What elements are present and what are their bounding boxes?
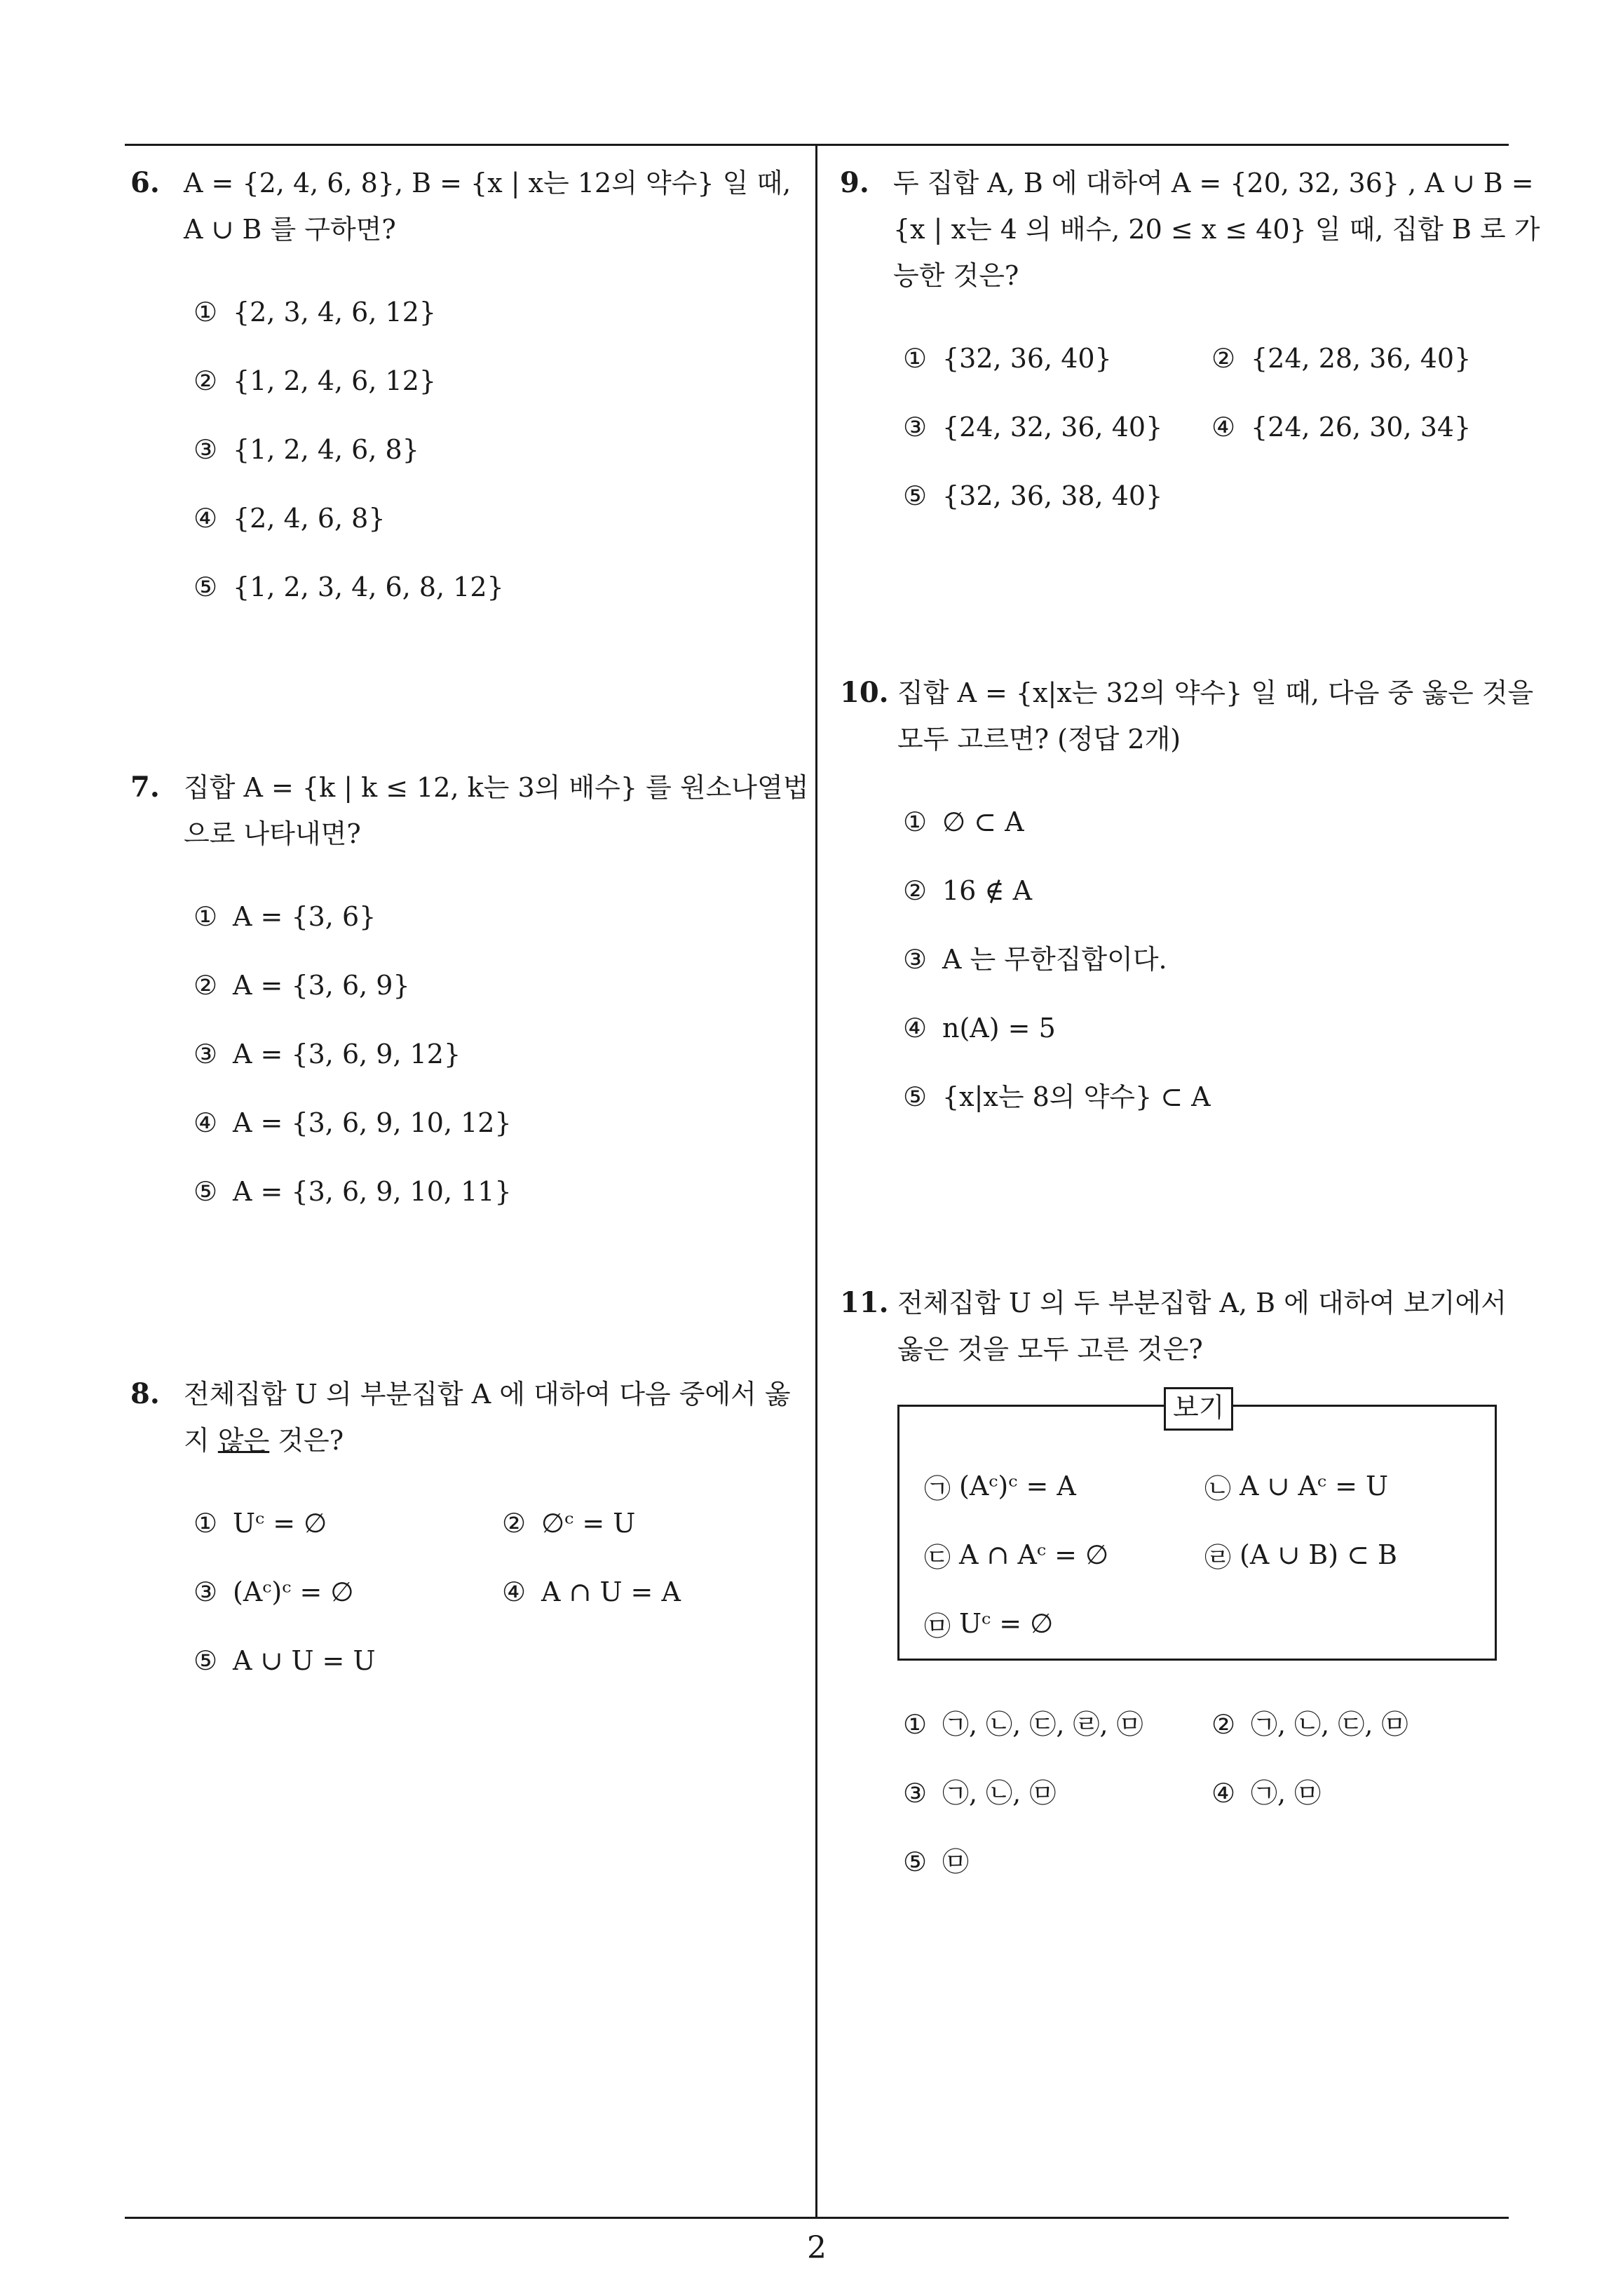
choice-3[interactable]: ③ {1, 2, 4, 6, 8} bbox=[193, 434, 419, 465]
choice-5[interactable]: ⑤ {32, 36, 38, 40} bbox=[903, 480, 1163, 511]
question-stem: 집합 A = {k | k ≤ 12, k는 3의 배수} 를 원소나열법 으로 나타내면? bbox=[184, 772, 809, 849]
choice-3[interactable]: ③ ㉠, ㉡, ㉤ bbox=[903, 1778, 1057, 1809]
question-number: 11. bbox=[840, 1286, 889, 1319]
choice-4[interactable]: ④ ㉠, ㉤ bbox=[1211, 1778, 1322, 1809]
question-11-choices bbox=[840, 1690, 1513, 1896]
choice-list bbox=[840, 324, 1513, 530]
question-9 bbox=[840, 160, 1540, 530]
choice-list bbox=[840, 1690, 1513, 1896]
choice-1[interactable]: ① Uᶜ = ∅ bbox=[193, 1508, 327, 1539]
example-box-items bbox=[924, 1452, 1485, 1658]
choice-2[interactable]: ② ∅ᶜ = U bbox=[502, 1508, 636, 1539]
choice-2[interactable]: ② A = {3, 6, 9} bbox=[193, 970, 410, 1001]
question-number: 9. bbox=[840, 166, 869, 199]
choice-1[interactable]: ① {2, 3, 4, 6, 12} bbox=[193, 297, 437, 327]
choice-3[interactable]: ③ {24, 32, 36, 40} bbox=[903, 412, 1163, 443]
question-7 bbox=[130, 764, 809, 1226]
question-8 bbox=[130, 1371, 803, 1695]
choice-list bbox=[130, 278, 803, 621]
choice-4[interactable]: ④ A ∩ U = A bbox=[502, 1576, 681, 1607]
example-box-title: 보기 bbox=[1164, 1387, 1233, 1431]
question-stem: 전체집합 U 의 두 부분집합 A, B 에 대하여 보기에서 옳은 것을 모두 고른 것은? bbox=[897, 1288, 1507, 1365]
choice-list bbox=[130, 1489, 803, 1695]
question-number: 7. bbox=[130, 771, 160, 804]
column-divider bbox=[815, 144, 817, 2218]
choice-3[interactable]: ③ (Aᶜ)ᶜ = ∅ bbox=[193, 1576, 354, 1607]
choice-5[interactable]: ⑤ A ∪ U = U bbox=[193, 1645, 376, 1676]
example-item: ㉠ (Aᶜ)ᶜ = A bbox=[924, 1471, 1076, 1504]
choice-list bbox=[840, 788, 1513, 1131]
question-6 bbox=[130, 160, 803, 621]
choice-2[interactable]: ② 16 ∉ A bbox=[903, 875, 1033, 906]
question-stem: 집합 A = {x|x는 32의 약수} 일 때, 다음 중 옳은 것을 모두 고르면? (정답 2개) bbox=[897, 677, 1534, 755]
choice-2[interactable]: ② {1, 2, 4, 6, 12} bbox=[193, 365, 437, 396]
choice-1[interactable]: ① {32, 36, 40} bbox=[903, 343, 1112, 374]
bottom-rule bbox=[125, 2217, 1509, 2219]
question-stem: A = {2, 4, 6, 8}, B = {x | x는 12의 약수} 일 때, A ∪ B 를 구하면? bbox=[184, 168, 792, 245]
choice-1[interactable]: ① A = {3, 6} bbox=[193, 901, 376, 932]
question-number: 6. bbox=[130, 166, 160, 199]
choice-list bbox=[130, 882, 803, 1226]
choice-5[interactable]: ⑤ ㉤ bbox=[903, 1846, 970, 1877]
question-stem: 전체집합 U 의 부분집합 A 에 대하여 다음 중에서 옳 지 않은 것은? bbox=[184, 1379, 791, 1456]
page-number: 2 bbox=[807, 2230, 827, 2266]
example-item: ㉢ A ∩ Aᶜ = ∅ bbox=[924, 1539, 1109, 1573]
choice-4[interactable]: ④ A = {3, 6, 9, 10, 12} bbox=[193, 1107, 512, 1138]
question-number: 10. bbox=[840, 676, 889, 709]
choice-3[interactable]: ③ A = {3, 6, 9, 12} bbox=[193, 1039, 461, 1069]
example-item: ㉤ Uᶜ = ∅ bbox=[924, 1608, 1054, 1642]
choice-3[interactable]: ③ A 는 무한집합이다. bbox=[903, 944, 1167, 975]
question-number: 8. bbox=[130, 1377, 160, 1410]
question-stem: 두 집합 A, B 에 대하여 A = {20, 32, 36} , A ∪ B = {x | x는 4 의 배수, 20 ≤ x ≤ 40} 일 때, 집합 B 로 가 능한 것은? bbox=[893, 168, 1540, 291]
choice-5[interactable]: ⑤ {1, 2, 3, 4, 6, 8, 12} bbox=[193, 572, 504, 602]
emphasis-underline: 않은 bbox=[217, 1425, 270, 1456]
example-item: ㉣ (A ∪ B) ⊂ B bbox=[1204, 1539, 1397, 1573]
choice-5[interactable]: ⑤ {x|x는 8의 약수} ⊂ A bbox=[903, 1081, 1211, 1112]
choice-2[interactable]: ② {24, 28, 36, 40} bbox=[1211, 343, 1472, 374]
choice-4[interactable]: ④ n(A) = 5 bbox=[903, 1013, 1056, 1044]
question-10 bbox=[840, 670, 1534, 1131]
question-11 bbox=[840, 1280, 1513, 1372]
example-item: ㉡ A ∪ Aᶜ = U bbox=[1204, 1471, 1389, 1504]
choice-4[interactable]: ④ {2, 4, 6, 8} bbox=[193, 503, 386, 534]
choice-1[interactable]: ① ∅ ⊂ A bbox=[903, 806, 1024, 837]
choice-1[interactable]: ① ㉠, ㉡, ㉢, ㉣, ㉤ bbox=[903, 1709, 1143, 1740]
choice-5[interactable]: ⑤ A = {3, 6, 9, 10, 11} bbox=[193, 1176, 512, 1207]
choice-4[interactable]: ④ {24, 26, 30, 34} bbox=[1211, 412, 1472, 443]
choice-2[interactable]: ② ㉠, ㉡, ㉢, ㉤ bbox=[1211, 1709, 1408, 1740]
